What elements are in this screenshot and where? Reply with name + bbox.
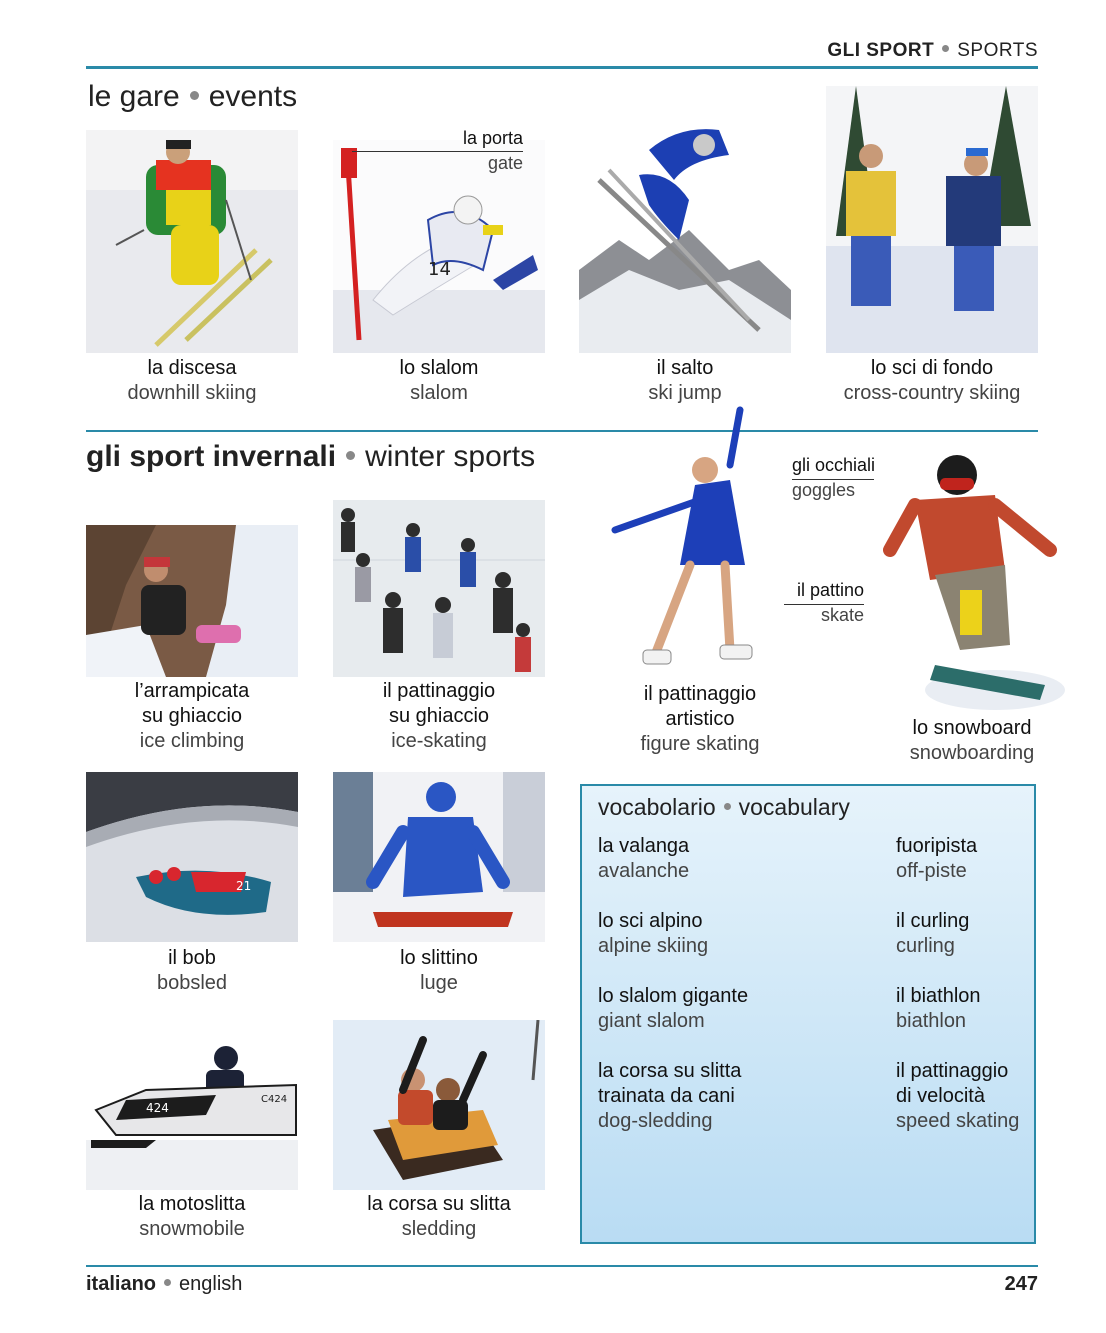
caption-italian: la discesa — [147, 357, 237, 379]
vocab-term — [598, 1059, 741, 1134]
callout-leader-line — [792, 479, 874, 480]
caption-english: bobsled — [156, 972, 228, 994]
term-english: giant slalom — [598, 1010, 705, 1032]
snowmobile-number: 424 — [146, 1101, 169, 1115]
caption-italian-line1: il pattinaggio — [382, 680, 496, 702]
term-italian-line2: di velocità — [896, 1085, 985, 1107]
vocab-term — [896, 984, 981, 1034]
gate-callout — [420, 126, 523, 176]
ice-skating-photo — [333, 500, 545, 677]
caption-italian: il salto — [656, 357, 714, 379]
footer-language — [86, 1273, 242, 1296]
callout-english: gate — [487, 153, 523, 173]
term-italian: il curling — [896, 910, 970, 932]
caption-italian: il bob — [168, 947, 216, 969]
winter-sports-section-title — [86, 440, 535, 474]
term-italian: la valanga — [598, 835, 690, 857]
page-number: 247 — [1004, 1273, 1038, 1295]
luge-caption — [333, 946, 545, 996]
term-english: dog-sledding — [598, 1110, 713, 1132]
events-section-title — [88, 80, 297, 114]
caption-italian: lo snowboard — [912, 717, 1032, 739]
caption-english: sledding — [401, 1218, 477, 1240]
term-english: off-piste — [896, 860, 967, 882]
callout-italian: la porta — [462, 128, 523, 148]
term-italian-line2: trainata da cani — [598, 1085, 735, 1107]
footer-rule — [86, 1265, 1038, 1267]
luge-photo — [333, 772, 545, 942]
winter-title-english: winter sports — [365, 440, 536, 473]
running-header-italian: GLI SPORT — [827, 40, 935, 61]
header-rule — [86, 66, 1038, 69]
caption-italian-line2: su ghiaccio — [388, 705, 490, 727]
term-italian: lo sci alpino — [598, 910, 703, 932]
snowmobile-photo — [86, 1040, 298, 1190]
slalom-caption — [333, 356, 545, 406]
skate-callout — [770, 578, 864, 628]
caption-italian-line1: il pattinaggio — [643, 683, 757, 705]
callout-leader-line — [784, 604, 864, 605]
winter-title-italian: gli sport invernali — [86, 440, 337, 473]
caption-italian: lo slalom — [399, 357, 479, 379]
ice-climbing-photo — [86, 525, 298, 677]
separator-dot — [346, 451, 355, 460]
vocab-term — [896, 834, 977, 884]
caption-english: snowboarding — [909, 742, 1035, 764]
callout-english: goggles — [792, 480, 856, 500]
bobsled-photo — [86, 772, 298, 942]
caption-english: snowmobile — [139, 1218, 245, 1240]
caption-italian: la motoslitta — [138, 1193, 246, 1215]
cross-country-caption — [826, 356, 1038, 406]
caption-english: cross-country skiing — [843, 382, 1021, 404]
term-english: curling — [896, 935, 955, 957]
term-italian: fuoripista — [896, 835, 978, 857]
caption-english: slalom — [410, 382, 468, 404]
vocabulary-title-english: vocabulary — [738, 794, 850, 820]
caption-italian-line2: artistico — [665, 708, 735, 730]
bib-number: 14 — [428, 259, 451, 280]
figure-skating-photo — [605, 405, 765, 680]
snowmobile-number-side: C424 — [261, 1094, 288, 1105]
separator-dot — [190, 91, 199, 100]
ski-jump-caption — [579, 356, 791, 406]
caption-english: ski jump — [648, 382, 722, 404]
caption-italian-line2: su ghiaccio — [141, 705, 243, 727]
snowmobile-caption — [86, 1192, 298, 1242]
caption-english: figure skating — [640, 733, 760, 755]
caption-italian: lo sci di fondo — [870, 357, 994, 379]
separator-dot — [942, 45, 949, 52]
caption-english: downhill skiing — [127, 382, 257, 404]
goggles-callout — [792, 453, 887, 503]
events-title-english: events — [208, 80, 298, 113]
footer-english: english — [179, 1273, 243, 1295]
footer-italian: italiano — [86, 1273, 157, 1295]
events-title-italian: le gare — [88, 80, 180, 113]
caption-italian-line1: l’arrampicata — [134, 680, 250, 702]
bobsled-number: 21 — [236, 879, 252, 893]
snowboard-caption — [892, 716, 1052, 766]
separator-dot — [724, 803, 731, 810]
vocabulary-box — [580, 784, 1036, 1244]
running-header — [827, 40, 1038, 62]
term-english: alpine skiing — [598, 935, 709, 957]
vocabulary-title-italian: vocabolario — [598, 794, 716, 820]
term-italian-line1: la corsa su slitta — [598, 1060, 742, 1082]
ice-skating-caption — [333, 679, 545, 754]
term-italian: il biathlon — [896, 985, 981, 1007]
term-italian-line1: il pattinaggio — [896, 1060, 1009, 1082]
vocab-term — [598, 909, 708, 959]
callout-leader-line — [352, 151, 523, 152]
ice-climbing-caption — [86, 679, 298, 754]
term-italian: lo slalom gigante — [598, 985, 749, 1007]
section-rule — [86, 430, 1038, 432]
figure-skating-caption — [600, 682, 800, 757]
sledding-photo — [333, 1020, 545, 1190]
ski-jump-photo — [579, 120, 791, 353]
snowboarding-photo — [875, 450, 1070, 712]
callout-italian: il pattino — [796, 580, 864, 600]
vocabulary-title — [598, 794, 850, 821]
caption-italian: la corsa su slitta — [367, 1193, 511, 1215]
cross-country-skiing-photo — [826, 86, 1038, 353]
running-header-english: SPORTS — [957, 40, 1038, 61]
term-english: biathlon — [896, 1010, 967, 1032]
term-english: avalanche — [598, 860, 690, 882]
downhill-skiing-caption — [86, 356, 298, 406]
vocab-term — [896, 909, 969, 959]
bobsled-caption — [86, 946, 298, 996]
caption-english: ice climbing — [139, 730, 245, 752]
callout-italian: gli occhiali — [792, 455, 876, 475]
vocab-term — [896, 1059, 1019, 1134]
separator-dot — [164, 1279, 171, 1286]
sledding-caption — [333, 1192, 545, 1242]
vocab-term — [598, 834, 689, 884]
caption-english: ice-skating — [391, 730, 487, 752]
term-english: speed skating — [896, 1110, 1020, 1132]
caption-italian: lo slittino — [400, 947, 478, 969]
callout-english: skate — [820, 605, 864, 625]
caption-english: luge — [420, 972, 458, 994]
vocab-term — [598, 984, 748, 1034]
downhill-skiing-photo — [86, 130, 298, 353]
